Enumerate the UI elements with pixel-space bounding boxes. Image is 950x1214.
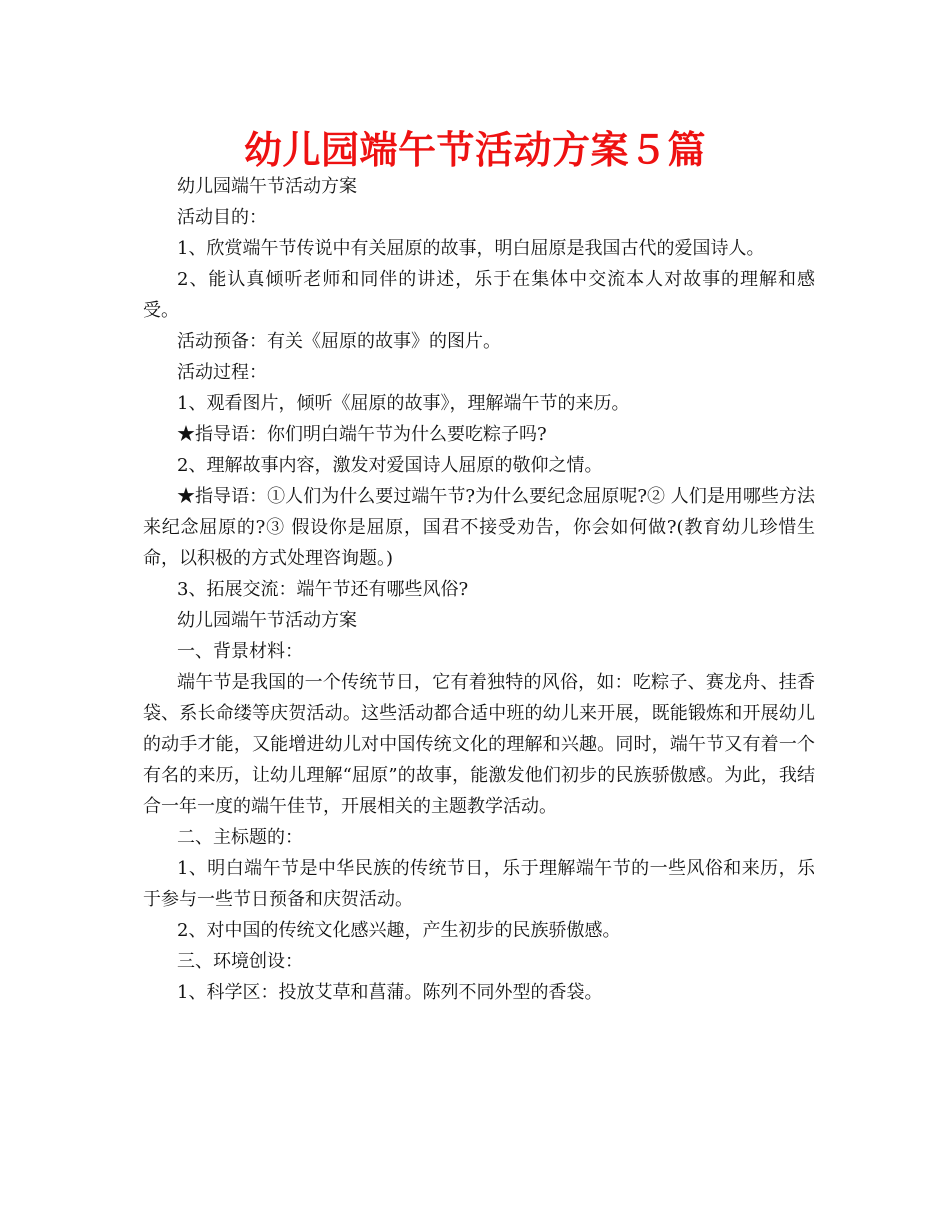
paragraph: 1、明白端午节是中华民族的传统节日，乐于理解端午节的一些风俗和来历，乐于参与一些节日预备和庆贺活动。	[143, 858, 815, 910]
paragraph: 1、观看图片，倾听《屈原的故事》，理解端午节的来历。	[177, 393, 630, 414]
paragraph: 端午节是我国的一个传统节日，它有着独特的风俗，如：吃粽子、赛龙舟、挂香袋、系长命缕等庆贺活动。这些活动都合适中班的幼儿来开展，既能锻炼和开展幼儿的动手才能，又能增进幼儿对中国传统文化的理解和兴趣。同时，端午节又有着一个有名的来历，让幼儿理解“屈原”的故事，能激发他们初步的民族骄傲感。为此，我结合一年一度的端午佳节，开展相关的主题教学活动。	[143, 672, 815, 817]
paragraph: 二、主标题的：	[177, 827, 303, 848]
paragraph: 活动过程：	[177, 362, 267, 383]
paragraph: 2、能认真倾听老师和同伴的讲述，乐于在集体中交流本人对故事的理解和感受。	[143, 269, 815, 321]
document-title: 幼儿园端午节活动方案５篇	[243, 128, 706, 172]
paragraph: 三、环境创设：	[177, 951, 303, 972]
paragraph: ★指导语：①人们为什么要过端午节?为什么要纪念屈原呢?② 人们是用哪些方法来纪念屈原的?③ 假设你是屈原，国君不接受劝告，你会如何做?(教育幼儿珍惜生命，以积极的方式处理咨询题。)	[143, 486, 815, 569]
paragraph: 3、拓展交流：端午节还有哪些风俗?	[177, 579, 469, 600]
paragraph: ★指导语：你们明白端午节为什么要吃粽子吗?	[177, 424, 547, 445]
paragraph: 活动目的：	[177, 207, 267, 228]
paragraph: 一、背景材料：	[177, 641, 303, 662]
paragraph: 幼儿园端午节活动方案	[177, 176, 357, 197]
paragraph: 2、对中国的传统文化感兴趣，产生初步的民族骄傲感。	[177, 920, 621, 941]
paragraph: 活动预备：有关《屈原的故事》的图片。	[177, 331, 501, 352]
paragraph: 幼儿园端午节活动方案	[177, 610, 357, 631]
paragraph: 1、科学区：投放艾草和菖蒲。陈列不同外型的香袋。	[177, 982, 603, 1003]
paragraph: 2、理解故事内容，激发对爱国诗人屈原的敬仰之情。	[177, 455, 603, 476]
paragraph: 1、欣赏端午节传说中有关屈原的故事，明白屈原是我国古代的爱国诗人。	[177, 238, 765, 259]
document-body	[143, 171, 815, 1008]
